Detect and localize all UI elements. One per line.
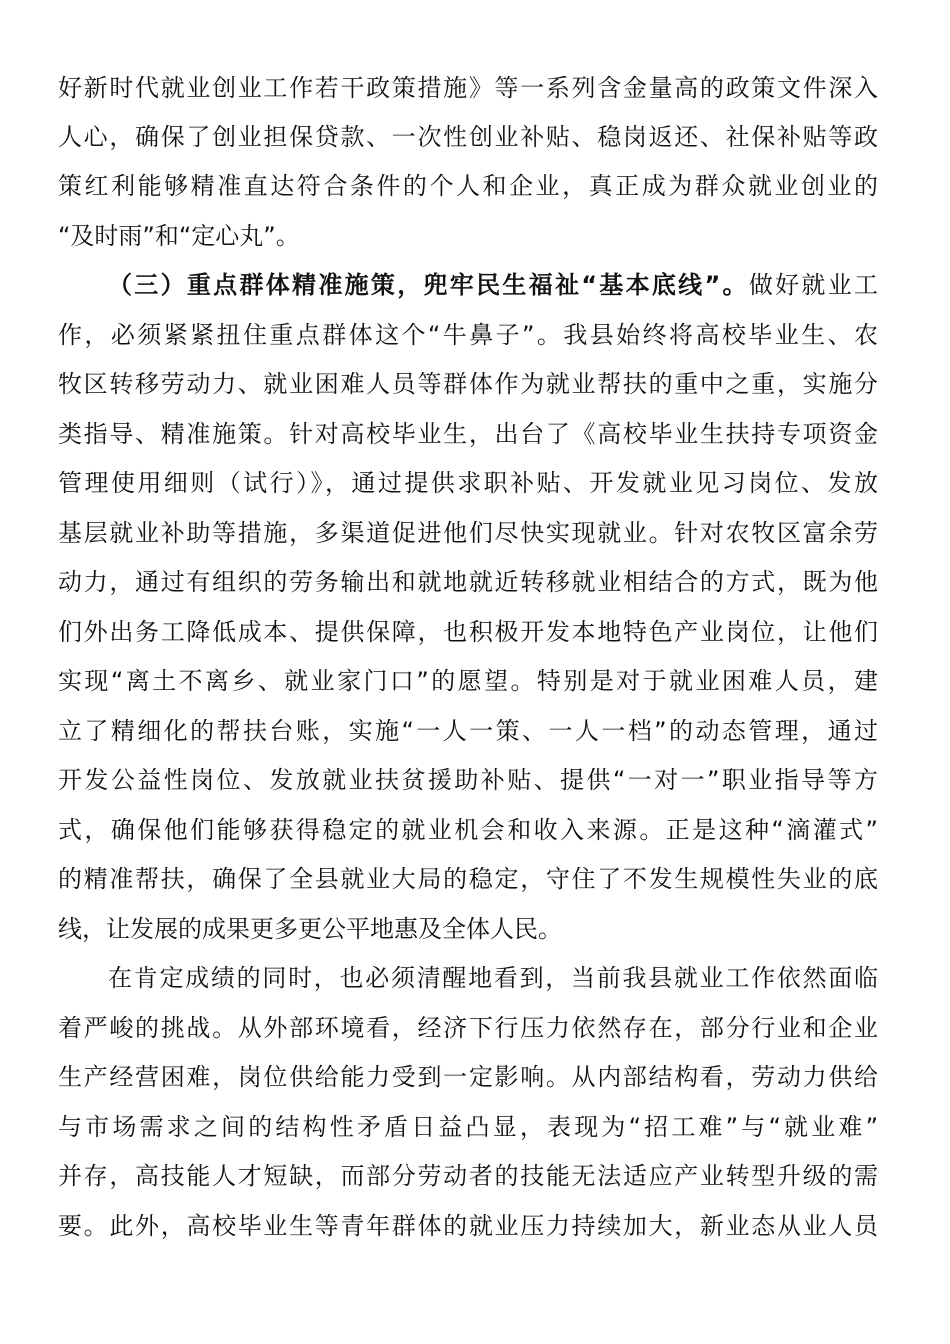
paragraph-line: 开发公益性岗位、发放就业扶贫援助补贴、提供“一对一”职业指导等方 <box>58 766 878 794</box>
section-heading: （三）重点群体精准施策，兜牢民生福祉“基本底线”。 <box>108 271 749 299</box>
paragraph-line: 实现“离土不离乡、就业家门口”的愿望。特别是对于就业困难人员，建 <box>58 667 878 695</box>
paragraph-line: 式，确保他们能够获得稳定的就业机会和收入来源。正是这种“滴灌式” <box>58 816 878 844</box>
paragraph-line: 好新时代就业创业工作若干政策措施》等一系列含金量高的政策文件深入 <box>58 74 878 102</box>
paragraph-line: 立了精细化的帮扶台账，实施“一人一策、一人一档”的动态管理，通过 <box>58 717 878 745</box>
paragraph-line: 人心，确保了创业担保贷款、一次性创业补贴、稳岗返还、社保补贴等政 <box>58 123 878 151</box>
paragraph-line: 类指导、精准施策。针对高校毕业生，出台了《高校毕业生扶持专项资金 <box>58 420 878 448</box>
paragraph-line: 策红利能够精准直达符合条件的个人和企业，真正成为群众就业创业的 <box>58 172 878 200</box>
paragraph-line: 基层就业补助等措施，多渠道促进他们尽快实现就业。针对农牧区富余劳 <box>58 519 878 547</box>
paragraph-line: “及时雨”和“定心丸”。 <box>58 222 300 250</box>
paragraph-line: 管理使用细则（试行）》，通过提供求职补贴、开发就业见习岗位、发放 <box>58 469 878 497</box>
paragraph-line: 并存，高技能人才短缺，而部分劳动者的技能无法适应产业转型升级的需 <box>58 1162 878 1190</box>
paragraph-line: 生产经营困难，岗位供给能力受到一定影响。从内部结构看，劳动力供给 <box>58 1063 878 1091</box>
heading-continuation: 做好就业工 <box>748 271 878 299</box>
paragraph-line: 牧区转移劳动力、就业困难人员等群体作为就业帮扶的重中之重，实施分 <box>58 370 878 398</box>
paragraph-line: 的精准帮扶，确保了全县就业大局的稳定，守住了不发生规模性失业的底 <box>58 865 878 893</box>
paragraph-line: 在肯定成绩的同时，也必须清醒地看到，当前我县就业工作依然面临 <box>108 964 878 992</box>
paragraph-line: 着严峻的挑战。从外部环境看，经济下行压力依然存在，部分行业和企业 <box>58 1014 878 1042</box>
paragraph-line: 动力，通过有组织的劳务输出和就地就近转移就业相结合的方式，既为他 <box>58 568 878 596</box>
section-heading-line <box>108 265 878 305</box>
paragraph-line: 与市场需求之间的结构性矛盾日益凸显，表现为“招工难”与“就业难” <box>58 1113 878 1141</box>
paragraph-line: 作，必须紧紧扭住重点群体这个“牛鼻子”。我县始终将高校毕业生、农 <box>58 321 878 349</box>
paragraph-line: 们外出务工降低成本、提供保障，也积极开发本地特色产业岗位，让他们 <box>58 618 878 646</box>
paragraph-line: 要。此外，高校毕业生等青年群体的就业压力持续加大，新业态从业人员 <box>58 1212 878 1240</box>
paragraph-line: 线，让发展的成果更多更公平地惠及全体人民。 <box>58 915 562 943</box>
